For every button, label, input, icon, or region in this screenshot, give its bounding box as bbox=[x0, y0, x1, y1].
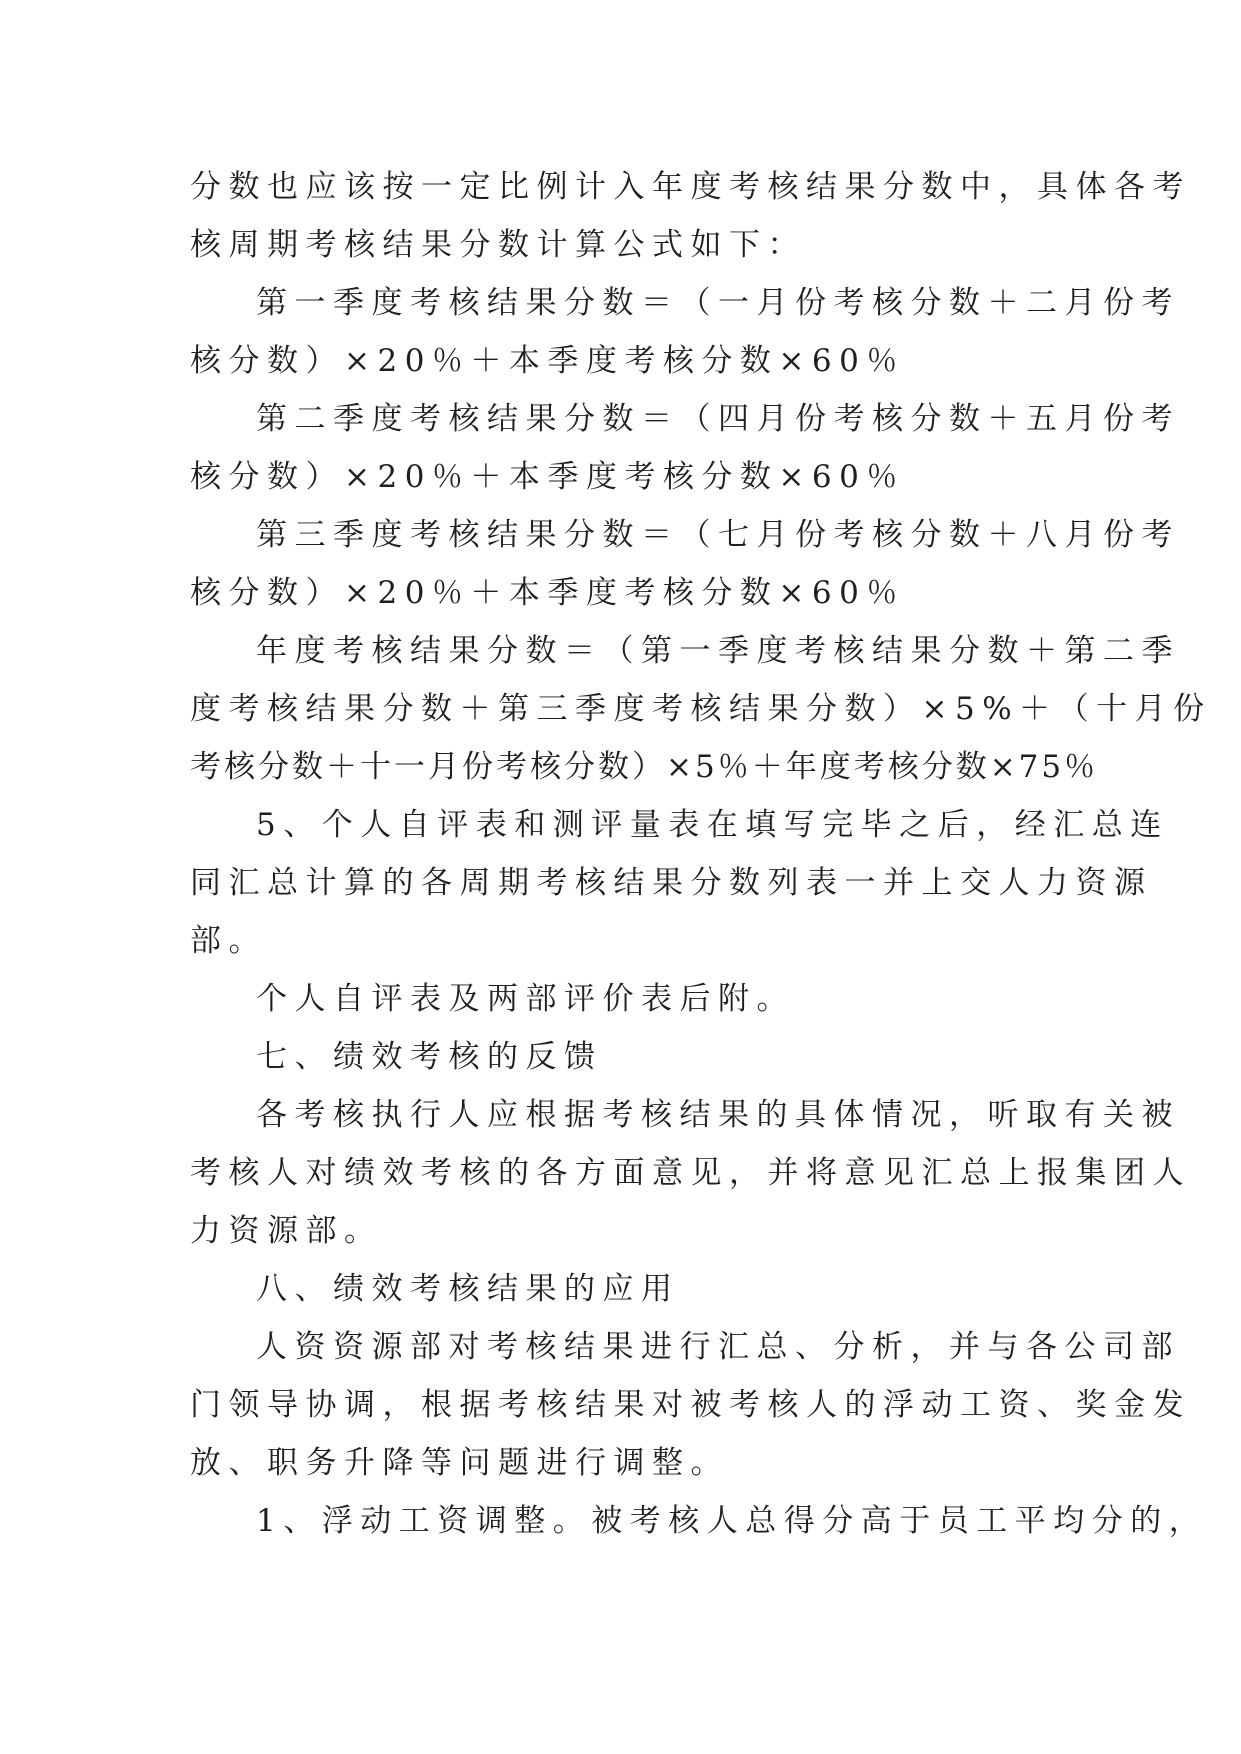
attachment-note: 个人自评表及两部评价表后附。 bbox=[256, 981, 795, 1017]
formula-q1-continuation: 核分数）×20％＋本季度考核分数×60％ bbox=[190, 343, 905, 379]
item-5-continuation: 同汇总计算的各周期考核结果分数列表一并上交人力资源 bbox=[190, 865, 1153, 901]
formula-annual-continuation: 考核分数＋十一月份考核分数）×5％＋年度考核分数×75％ bbox=[190, 749, 1099, 785]
section-heading-application: 八、绩效考核结果的应用 bbox=[256, 1271, 680, 1307]
item-5-line: 5、个人自评表和测评量表在填写完毕之后，经汇总连 bbox=[256, 807, 1169, 843]
feedback-paragraph-continuation: 力资源部。 bbox=[190, 1213, 383, 1249]
formula-annual-continuation: 度考核结果分数＋第三季度考核结果分数）×5%＋（十月份 bbox=[190, 691, 1212, 727]
item-1-line: 1、浮动工资调整。被考核人总得分高于员工平均分的， bbox=[256, 1503, 1208, 1539]
formula-q2-line: 第二季度考核结果分数＝（四月份考核分数＋五月份考 bbox=[256, 401, 1180, 437]
formula-q3-continuation: 核分数）×20％＋本季度考核分数×60％ bbox=[190, 575, 905, 611]
text-line: 分数也应该按一定比例计入年度考核结果分数中，具体各考 bbox=[190, 169, 1191, 205]
formula-q3-line: 第三季度考核结果分数＝（七月份考核分数＋八月份考 bbox=[256, 517, 1180, 553]
item-5-continuation: 部。 bbox=[190, 923, 267, 959]
application-paragraph-continuation: 放、职务升降等问题进行调整。 bbox=[190, 1445, 729, 1481]
application-paragraph-line: 人资资源部对考核结果进行汇总、分析，并与各公司部 bbox=[256, 1329, 1180, 1365]
feedback-paragraph-continuation: 考核人对绩效考核的各方面意见，并将意见汇总上报集团人 bbox=[190, 1155, 1191, 1191]
application-paragraph-continuation: 门领导协调，根据考核结果对被考核人的浮动工资、奖金发 bbox=[190, 1387, 1191, 1423]
formula-q2-continuation: 核分数）×20％＋本季度考核分数×60％ bbox=[190, 459, 905, 495]
feedback-paragraph-line: 各考核执行人应根据考核结果的具体情况，听取有关被 bbox=[256, 1097, 1180, 1133]
document-body bbox=[190, 158, 1212, 1550]
section-heading-feedback: 七、绩效考核的反馈 bbox=[256, 1039, 603, 1075]
formula-q1-line: 第一季度考核结果分数＝（一月份考核分数＋二月份考 bbox=[256, 285, 1180, 321]
formula-annual-line: 年度考核结果分数＝（第一季度考核结果分数＋第二季 bbox=[256, 633, 1180, 669]
text-line: 核周期考核结果分数计算公式如下： bbox=[190, 227, 806, 263]
